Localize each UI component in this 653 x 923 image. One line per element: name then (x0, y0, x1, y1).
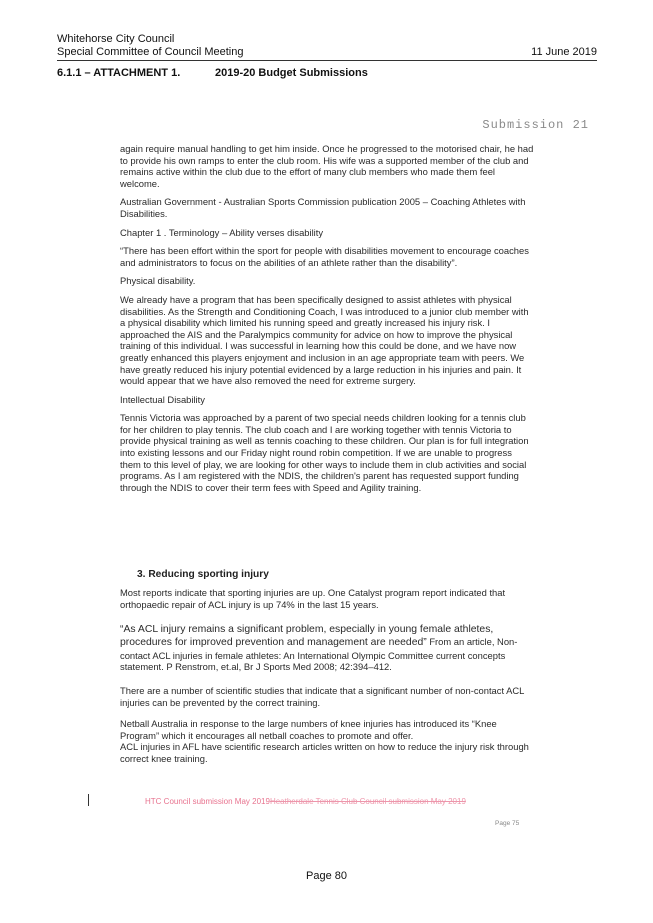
body-paragraph: again require manual handling to get him inside. Once he progressed to the motorised chair, he had to provide his own ramps to enter the club room. His wife was a supported member of the club and remains active within the club due to the effort of many club members who made them feel welcome. (120, 143, 534, 189)
footer-link-text[interactable]: HTC Council submission May 2019 (145, 797, 270, 806)
section-text: Most reports indicate that sporting injuries are up. One Catalyst program report indicated that orthopaedic repair of ACL injury is up 74% in the last 15 years. (120, 587, 506, 610)
attachment-label: 6.1.1 – ATTACHMENT 1. (57, 67, 181, 79)
body-paragraph: Tennis Victoria was approached by a parent of two special needs children looking for a tennis club for her children to play tennis. The club coach and I are working together with tennis Victoria to provide physical training as well as tennis coaching to these children. Our plan is for full integration into existing lessons and our Friday night round robin competition. If we are unable to progress them to this level of play, we are looking for other ways to include them in club activities and social programs. As I am registered with the NDIS, the children's parent has requested support funding through the NDIS to cover their term fees with Speed and Agility training. (120, 412, 529, 493)
scanned-body (120, 143, 534, 500)
submission-label: Submission 21 (482, 118, 589, 132)
section-text: There are a number of scientific studies that indicate that a significant number of non-contact ACL injuries can be prevented by the correct training. (120, 685, 525, 708)
body-paragraph: Chapter 1 . Terminology – Ability verses disability (120, 226, 324, 238)
section-paragraph (120, 685, 535, 708)
scan-page-number: Page 75 (495, 820, 520, 827)
header-meeting: Special Committee of Council Meeting (57, 46, 244, 58)
section-heading: 3. Reducing sporting injury (137, 569, 269, 580)
section-text: ACL injuries in AFL have scientific research articles written on how to reduce the injury risk through correct knee training. (120, 741, 529, 764)
quote-block (120, 623, 535, 673)
footer-filename[interactable] (145, 797, 466, 806)
body-paragraph: “There has been effort within the sport for people with disabilities movement to encourage coaches and administrators to focus on the abilities of an athlete rather than the disability”. (120, 245, 529, 268)
section-paragraph (120, 587, 535, 610)
budget-title: 2019-20 Budget Submissions (215, 67, 368, 79)
quote-text: “As ACL injury remains a significant problem, especially in young female athletes, procedures for improved prevention and management are needed” (120, 624, 494, 649)
footer-strike-text: Heatherdale Tennis Club Council submission May 2019 (269, 797, 466, 806)
header-date: 11 June 2019 (531, 46, 597, 58)
body-subheading: Intellectual Disability (120, 393, 205, 405)
quote-source: From an article, Non-contact ACL injuries in female athletes: An International Olympic Committee current concepts statement. P Renstrom, et.al, Br J Sports Med 2008; 42:394–412. (120, 636, 518, 673)
header-org: Whitehorse City Council (57, 33, 175, 45)
header-divider (57, 60, 597, 61)
change-bar (88, 794, 89, 806)
section-paragraph (120, 718, 535, 764)
body-paragraph: Australian Government - Australian Sports Commission publication 2005 – Coaching Athletes with Disabilities. (120, 196, 526, 219)
page-number: Page 80 (306, 870, 347, 882)
body-subheading: Physical disability. (120, 275, 196, 287)
section-text: Netball Australia in response to the large numbers of knee injuries has introduced its “Knee Program” which it encourages all netball coaches to promote and offer. (120, 718, 497, 741)
body-paragraph: We already have a program that has been specifically designed to assist athletes with physical disabilities. As the Strength and Conditioning Coach, I was introduced to a junior club member with a physical disability which limited his running speed and greatly increased his injury risk. I approached the AIS and the Paralympics community for advice on how to improve the physical training of this individual. I was successful in learning how this could be done, and we have now greatly enhanced this players enjoyment and inclusion in an age appropriate team with peers. We have greatly reduced his injury potential evidenced by a large reduction in his injuries and pain. It would appear that we have also removed the need for extreme surgery. (120, 293, 529, 387)
